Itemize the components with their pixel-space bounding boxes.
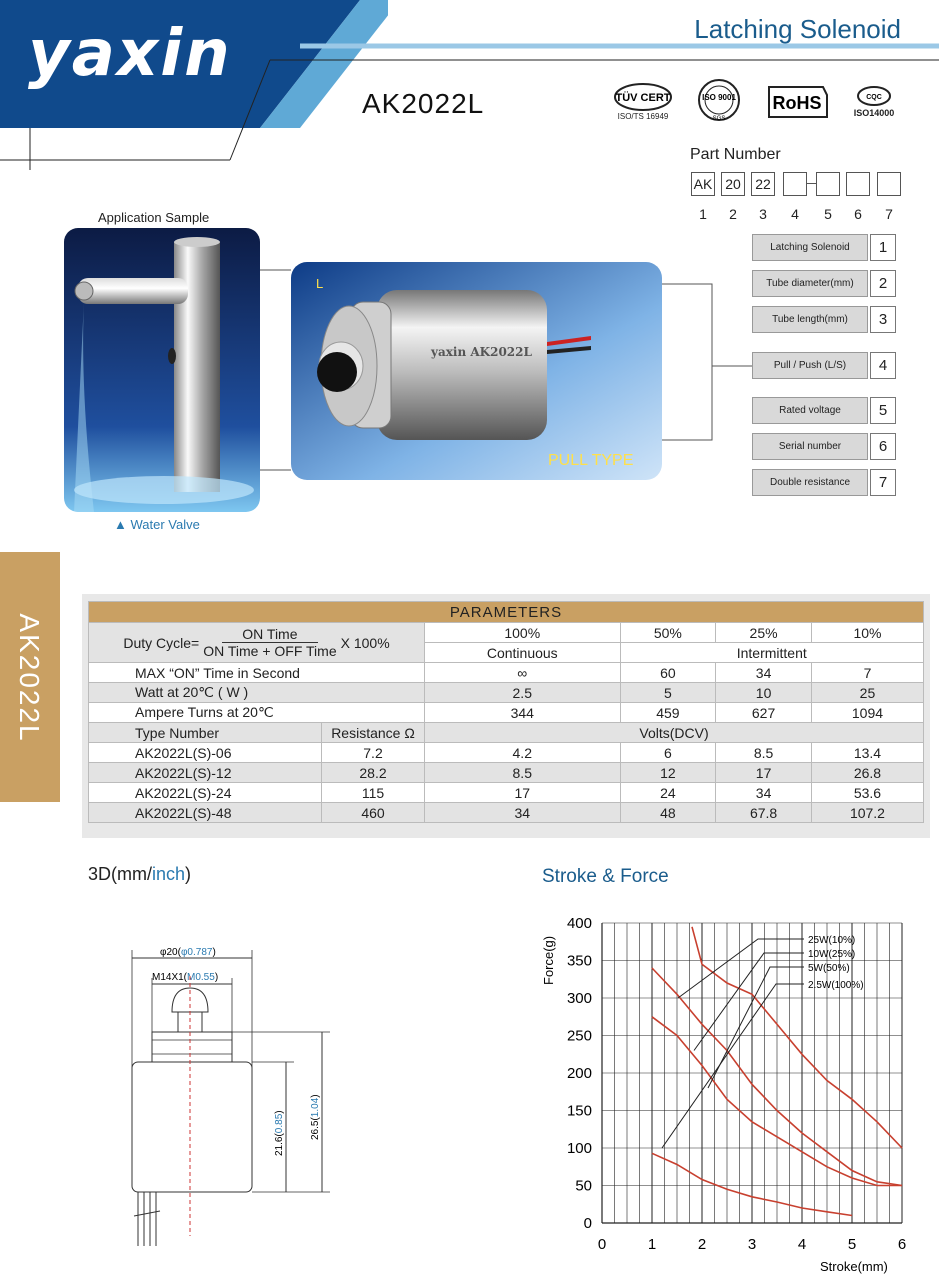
legend-label-1: Latching Solenoid — [752, 234, 868, 261]
row-value: 7 — [811, 663, 923, 683]
volts-value: 17 — [716, 763, 812, 783]
resistance-value: 460 — [322, 803, 425, 823]
x-tick-label: 2 — [697, 1236, 707, 1253]
row-value: 25 — [811, 683, 923, 703]
y-tick-label: 100 — [566, 1140, 592, 1157]
dimensions-title — [88, 864, 191, 885]
row-value: 60 — [620, 663, 716, 683]
legend-leader — [662, 984, 804, 1148]
volts-value: 48 — [620, 803, 716, 823]
pn-pos-6: 6 — [854, 206, 862, 222]
row-value: 5 — [620, 683, 716, 703]
height2-inch: 1.04 — [310, 1097, 321, 1118]
legend-entry: 2.5W(100%) — [808, 980, 864, 991]
pn-pos-1: 1 — [699, 206, 707, 222]
svg-text:φ20(φ0.787) — [160, 947, 216, 958]
legend-num-1: 1 — [870, 234, 896, 261]
height2-label: 26.5( — [310, 1117, 321, 1140]
volts-value: 13.4 — [811, 743, 923, 763]
pn-pos-3: 3 — [759, 206, 767, 222]
brand-logo: yaxin — [28, 17, 232, 91]
volts-header: Volts(DCV) — [425, 723, 924, 743]
volts-value: 67.8 — [716, 803, 812, 823]
product-engraving: yaxin AK2022L — [431, 345, 532, 359]
chart-legend — [662, 931, 890, 1148]
pn-box-1: AK — [691, 172, 715, 196]
stroke-force-title: Stroke & Force — [542, 866, 669, 887]
mode-intermittent: Intermittent — [620, 643, 923, 663]
row-value: 34 — [716, 663, 812, 683]
application-caption: Application Sample — [98, 210, 210, 225]
product-type: PULL TYPE — [548, 452, 634, 469]
rohs-text: RoHS — [772, 93, 822, 113]
pn-pos-2: 2 — [729, 206, 737, 222]
legend-num-6: 6 — [870, 433, 896, 460]
legend-num-3: 3 — [870, 306, 896, 333]
y-tick-label: 200 — [566, 1065, 592, 1082]
water-valve-note: ▲ Water Valve — [114, 517, 200, 532]
volts-value: 8.5 — [425, 763, 621, 783]
y-tick-label: 150 — [566, 1102, 592, 1120]
row-label-watt: Watt at 20℃ ( W ) — [89, 683, 425, 703]
parameters-title: PARAMETERS — [89, 602, 924, 623]
legend-label-2: Tube diameter(mm) — [752, 270, 868, 297]
legend-num-4: 4 — [870, 352, 896, 379]
legend-label-4: Pull / Push (L/S) — [752, 352, 868, 379]
y-tick-label: 250 — [566, 1027, 592, 1045]
type-number: AK2022L(S)-48 — [89, 803, 322, 823]
svg-text:M14X1(M0.55) — [152, 972, 218, 983]
iso-9001-text: ISO 9001 — [702, 93, 736, 102]
volts-value: 107.2 — [811, 803, 923, 823]
legend-label-7: Double resistance — [752, 469, 868, 496]
thread-inch: M0.55 — [187, 972, 215, 983]
volts-value: 34 — [425, 803, 621, 823]
height2-close: ) — [310, 1094, 321, 1098]
volts-value: 24 — [620, 783, 716, 803]
stroke-force-chart — [530, 905, 930, 1275]
pn-pos-5: 5 — [824, 206, 832, 222]
row-value: 1094 — [811, 703, 923, 723]
type-number: AK2022L(S)-06 — [89, 743, 322, 763]
dimensions-title-a: 3D(mm/ — [88, 864, 152, 884]
volts-value: 53.6 — [811, 783, 923, 803]
pn-pos-4: 4 — [791, 206, 799, 222]
legend-label-5: Rated voltage — [752, 397, 868, 424]
row-value: 627 — [716, 703, 812, 723]
svg-text:26.5(1.04) — [310, 1094, 321, 1140]
volts-value: 8.5 — [716, 743, 812, 763]
product-letter: L — [316, 276, 324, 291]
y-tick-label: 350 — [566, 952, 592, 970]
x-tick-label: 1 — [647, 1236, 657, 1253]
pn-box-3: 22 — [751, 172, 775, 196]
tuv-cert-sub: ISO/TS 16949 — [617, 111, 669, 121]
duty-value-2: 50% — [620, 623, 716, 643]
pn-box-2: 20 — [721, 172, 745, 196]
parameters-table — [88, 601, 924, 823]
row-label-ampere: Ampere Turns at 20℃ — [89, 703, 425, 723]
dimension-drawing — [110, 936, 350, 1256]
height1-close: ) — [274, 1110, 285, 1114]
legend-num-7: 7 — [870, 469, 896, 496]
series-line-1 — [692, 927, 902, 1148]
part-number-title: Part Number — [690, 146, 781, 163]
x-tick-label: 4 — [797, 1236, 807, 1253]
height1-label: 21.6( — [274, 1133, 285, 1156]
chart-ylabel: Force(g) — [541, 935, 556, 985]
duty-numerator: ON Time — [222, 626, 317, 643]
thread-close: ) — [214, 972, 219, 983]
resistance-value: 28.2 — [322, 763, 425, 783]
chart-grid — [602, 923, 902, 1223]
row-value: ∞ — [425, 663, 621, 683]
iso-9001-sub: SGS — [712, 116, 726, 122]
category-title: Latching Solenoid — [694, 14, 901, 44]
dimensions-title-unit: inch — [152, 864, 186, 884]
legend-entry: 5W(50%) — [808, 963, 850, 974]
volts-value: 26.8 — [811, 763, 923, 783]
legend-label-3: Tube length(mm) — [752, 306, 868, 333]
dia-inch: φ0.787 — [180, 947, 213, 958]
duty-denominator: ON Time + OFF Time — [203, 643, 337, 659]
duty-value-4: 10% — [811, 623, 923, 643]
model-title: AK2022L — [362, 88, 485, 119]
duty-label: Duty Cycle= — [123, 634, 200, 651]
svg-text:21.6(0.85) — [274, 1110, 285, 1156]
duty-cycle-cell — [89, 623, 425, 663]
mode-continuous: Continuous — [425, 643, 621, 663]
thread-label: M14X1( — [152, 972, 188, 983]
volts-value: 17 — [425, 783, 621, 803]
resistance-header: Resistance Ω — [322, 723, 425, 743]
legend-entry: 10W(25%) — [808, 949, 856, 960]
iso-14000-text: CQC — [866, 94, 882, 101]
side-tab-label: AK2022L — [14, 613, 45, 743]
x-tick-label: 0 — [597, 1236, 607, 1253]
tuv-cert-text: TÜV CERT — [615, 91, 671, 104]
x-tick-label: 5 — [847, 1236, 857, 1253]
dia-label: φ20( — [160, 947, 181, 958]
row-label-max-on: MAX “ON” Time in Second — [89, 663, 425, 683]
type-number: AK2022L(S)-24 — [89, 783, 322, 803]
duty-multiplier: X 100% — [340, 634, 390, 651]
iso-14000-sub: ISO14000 — [853, 108, 895, 118]
product-image — [291, 262, 662, 480]
y-tick-label: 400 — [566, 915, 592, 932]
x-tick-label: 6 — [897, 1236, 907, 1253]
row-value: 10 — [716, 683, 812, 703]
legend-entry: 25W(10%) — [808, 935, 856, 946]
type-number: AK2022L(S)-12 — [89, 763, 322, 783]
chart-ticks — [567, 915, 906, 1253]
legend-num-2: 2 — [870, 270, 896, 297]
volts-value: 34 — [716, 783, 812, 803]
resistance-value: 7.2 — [322, 743, 425, 763]
row-value: 459 — [620, 703, 716, 723]
resistance-value: 115 — [322, 783, 425, 803]
y-tick-label: 300 — [566, 990, 592, 1007]
legend-label-6: Serial number — [752, 433, 868, 460]
dia-close: ) — [212, 947, 216, 958]
volts-value: 4.2 — [425, 743, 621, 763]
y-tick-label: 0 — [583, 1215, 592, 1232]
row-value: 2.5 — [425, 683, 621, 703]
duty-value-1: 100% — [425, 623, 621, 643]
row-value: 344 — [425, 703, 621, 723]
height1-inch: 0.85 — [274, 1113, 285, 1134]
volts-value: 12 — [620, 763, 716, 783]
y-tick-label: 50 — [575, 1177, 592, 1195]
volts-value: 6 — [620, 743, 716, 763]
duty-value-3: 25% — [716, 623, 812, 643]
pn-pos-7: 7 — [885, 206, 893, 222]
x-tick-label: 3 — [747, 1236, 757, 1253]
dimensions-title-c: ) — [185, 864, 192, 884]
chart-xlabel: Stroke(mm) — [820, 1259, 888, 1274]
legend-num-5: 5 — [870, 397, 896, 424]
water-valve-image — [64, 228, 260, 512]
type-number-header: Type Number — [89, 723, 322, 743]
